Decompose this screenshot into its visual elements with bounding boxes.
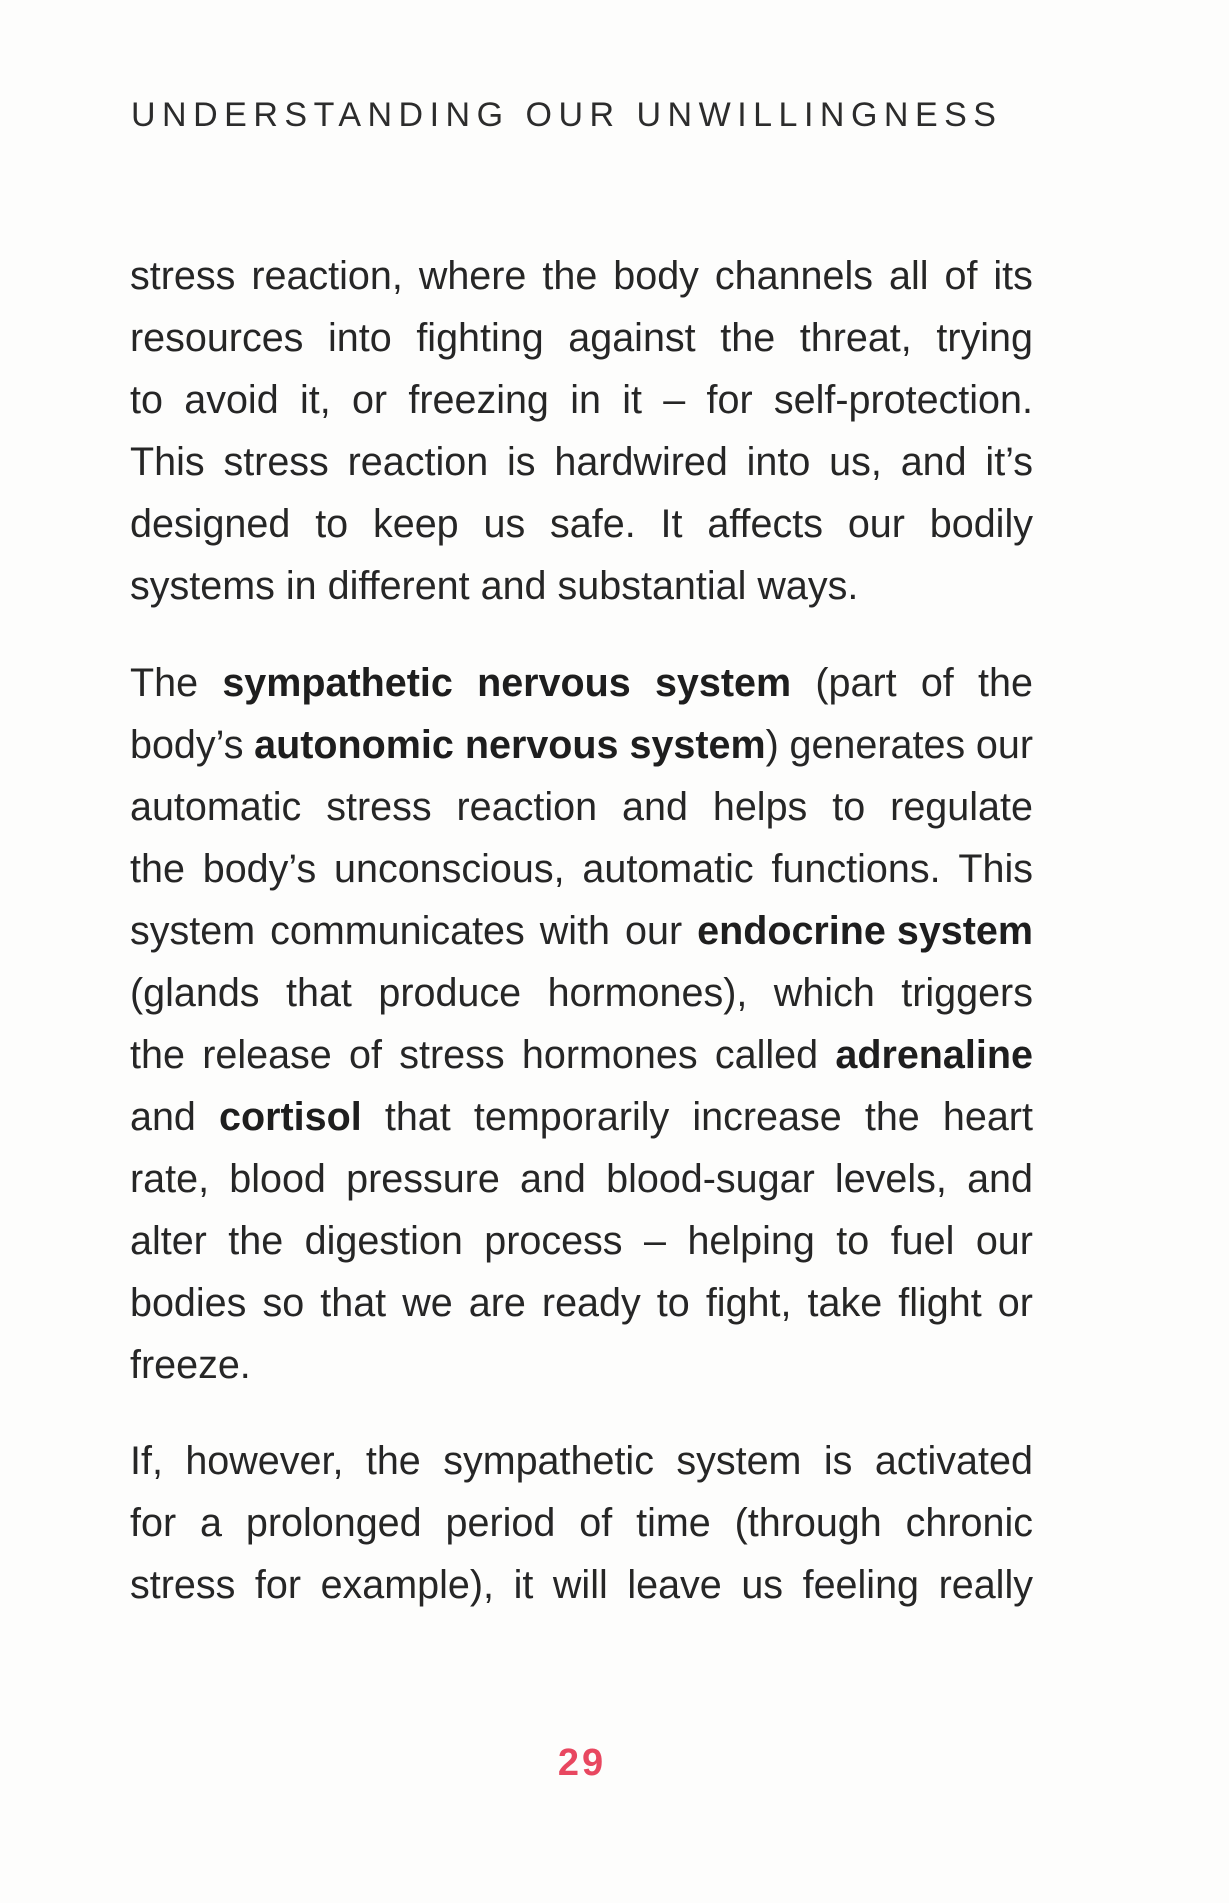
word: which: [773, 971, 875, 1015]
bold-term: adrenaline: [835, 1033, 1033, 1077]
word: systems: [130, 564, 275, 608]
word: resources: [130, 316, 304, 360]
word: to: [836, 1219, 870, 1263]
word: the: [978, 661, 1033, 705]
text-line: [130, 1086, 1033, 1148]
word: it: [622, 378, 642, 422]
word: leave: [627, 1563, 722, 1607]
word: alter: [130, 1219, 207, 1263]
word: This: [958, 847, 1033, 891]
word: produce: [378, 971, 522, 1015]
word: channels: [714, 254, 874, 298]
word: pressure: [346, 1157, 500, 1201]
page-number: 29: [557, 1742, 607, 1784]
word: us: [483, 502, 526, 546]
word: and: [480, 564, 547, 608]
word: its: [993, 254, 1033, 298]
word: chronic: [905, 1501, 1033, 1545]
word: body: [613, 254, 699, 298]
word: to: [656, 1281, 690, 1325]
word: feeling: [802, 1563, 920, 1607]
word: hormones),: [547, 971, 748, 1015]
word: unconscious,: [334, 847, 565, 891]
word: the: [542, 254, 598, 298]
word: the: [864, 1095, 920, 1139]
word: will: [552, 1563, 608, 1607]
word: the: [130, 1033, 185, 1077]
word: hormones: [521, 1033, 698, 1077]
word: stress: [399, 1033, 505, 1077]
word: fight,: [705, 1281, 792, 1325]
word: into: [328, 316, 392, 360]
word: –: [663, 378, 686, 422]
word: blood-sugar: [606, 1157, 815, 1201]
bold-term: cortisol: [219, 1095, 362, 1139]
word: with: [539, 909, 611, 953]
word: hardwired: [554, 440, 728, 484]
word: it: [513, 1563, 534, 1607]
text-line: [130, 431, 1033, 493]
word: temporarily: [473, 1095, 670, 1139]
word: automatic: [130, 785, 302, 829]
word: period: [445, 1501, 556, 1545]
word: is: [507, 440, 536, 484]
word: where: [418, 254, 527, 298]
word: the: [720, 316, 776, 360]
word: for: [130, 1501, 177, 1545]
word: body’s: [130, 723, 244, 767]
word: reaction: [456, 785, 598, 829]
word: a: [200, 1501, 222, 1545]
word: functions.: [771, 847, 941, 891]
word: example),: [320, 1563, 495, 1607]
word: body’s: [202, 847, 317, 891]
word: –: [644, 1219, 666, 1263]
text-line: [130, 307, 1033, 369]
word: (through: [734, 1501, 882, 1545]
word: of: [920, 661, 954, 705]
word: freezing: [408, 378, 549, 422]
word: freeze.: [130, 1343, 251, 1387]
word: stress: [326, 785, 432, 829]
word: our: [625, 909, 683, 953]
word: ready: [541, 1281, 641, 1325]
word: reaction,: [251, 254, 403, 298]
word: and: [130, 1095, 196, 1139]
word: keep: [372, 502, 459, 546]
word: system: [130, 909, 256, 953]
word: avoid: [184, 378, 279, 422]
word: of: [349, 1033, 382, 1077]
bold-term: nervous: [477, 661, 631, 705]
text-line: [130, 900, 1033, 962]
bold-term: system: [654, 661, 792, 705]
word: and: [622, 785, 688, 829]
word: our: [975, 1219, 1033, 1263]
word: The: [130, 661, 199, 705]
word: triggers: [901, 971, 1033, 1015]
word: in: [285, 564, 317, 608]
text-line: [130, 652, 1033, 714]
word: ): [765, 723, 779, 767]
text-line: [130, 245, 1033, 307]
word: us,: [829, 440, 882, 484]
text-line: [130, 555, 1033, 617]
text-line: [130, 1554, 1033, 1616]
running-head: UNDERSTANDING OUR UNWILLINGNESS: [131, 96, 1003, 134]
word: regulate: [890, 785, 1033, 829]
word: substantial: [557, 564, 747, 608]
word: self-protection.: [773, 378, 1033, 422]
bold-term: autonomic nervous system: [254, 723, 766, 767]
word: heart: [942, 1095, 1033, 1139]
word: fuel: [890, 1219, 955, 1263]
word: the: [228, 1219, 284, 1263]
word: or: [997, 1281, 1033, 1325]
word: It: [660, 502, 683, 546]
word: us: [741, 1563, 784, 1607]
word: our: [847, 502, 905, 546]
text-line: [130, 714, 1033, 776]
word: reaction: [347, 440, 489, 484]
text-line: [130, 1492, 1033, 1554]
word: threat,: [799, 316, 912, 360]
word: and: [520, 1157, 586, 1201]
word: that: [384, 1095, 451, 1139]
word: increase: [692, 1095, 842, 1139]
text-line: [130, 776, 1033, 838]
word: stress: [130, 254, 236, 298]
bold-term: sympathetic: [222, 661, 453, 705]
word: that: [286, 971, 352, 1015]
text-line: [130, 493, 1033, 555]
word: called: [714, 1033, 819, 1077]
word: safe.: [550, 502, 636, 546]
word: that: [320, 1281, 387, 1325]
word: it,: [299, 378, 331, 422]
word: bodily: [929, 502, 1033, 546]
word: are: [468, 1281, 526, 1325]
word: all: [888, 254, 929, 298]
word: against: [568, 316, 696, 360]
word: This: [130, 440, 205, 484]
word: or: [351, 378, 388, 422]
word: release: [202, 1033, 332, 1077]
word: different: [327, 564, 470, 608]
word: to: [315, 502, 349, 546]
bold-term: endocrine system: [697, 909, 1033, 953]
bold-term-group: [254, 714, 779, 776]
word: however,: [185, 1439, 344, 1483]
word: designed: [130, 502, 291, 546]
text-line: [130, 1210, 1033, 1272]
word: digestion: [304, 1219, 463, 1263]
word: levels,: [834, 1157, 947, 1201]
word: helps: [712, 785, 808, 829]
text-line: [130, 962, 1033, 1024]
word: helping: [687, 1219, 815, 1263]
word: into: [746, 440, 811, 484]
word: so: [262, 1281, 305, 1325]
word: for: [254, 1563, 302, 1607]
word: prolonged: [245, 1501, 422, 1545]
word: is: [823, 1439, 853, 1483]
word: to: [832, 785, 866, 829]
word: rate,: [130, 1157, 210, 1201]
word: in: [570, 378, 601, 422]
word: the: [365, 1439, 421, 1483]
word: (part: [815, 661, 897, 705]
text-line: [130, 1334, 1033, 1396]
word: stress: [130, 1563, 236, 1607]
word: of: [579, 1501, 613, 1545]
word: generates: [789, 723, 966, 767]
word: fighting: [416, 316, 544, 360]
word: of: [944, 254, 978, 298]
word: blood: [229, 1157, 326, 1201]
paragraph-2: [130, 652, 1033, 1396]
word: our: [975, 723, 1033, 767]
word: time: [636, 1501, 711, 1545]
word: take: [807, 1281, 883, 1325]
word: really: [938, 1563, 1033, 1607]
word: trying: [936, 316, 1033, 360]
word: stress: [223, 440, 329, 484]
word: flight: [898, 1281, 982, 1325]
word: system: [676, 1439, 802, 1483]
text-line: [130, 1272, 1033, 1334]
word: to: [130, 378, 163, 422]
word: activated: [874, 1439, 1033, 1483]
word: sympathetic: [443, 1439, 654, 1483]
word: and: [967, 1157, 1033, 1201]
text-line: [130, 838, 1033, 900]
word: and: [900, 440, 967, 484]
text-line: [130, 1148, 1033, 1210]
word: bodies: [130, 1281, 247, 1325]
word: the: [130, 847, 185, 891]
word: automatic: [582, 847, 754, 891]
word: (glands: [130, 971, 260, 1015]
text-line: [130, 1430, 1033, 1492]
word: ways.: [757, 564, 859, 608]
text-line: [130, 1024, 1033, 1086]
text-line: [130, 369, 1033, 431]
word: for: [706, 378, 753, 422]
word: affects: [707, 502, 823, 546]
paragraph-3: [130, 1430, 1033, 1616]
word: it’s: [985, 440, 1033, 484]
word: we: [402, 1281, 453, 1325]
paragraph-1: [130, 245, 1033, 617]
word: communicates: [270, 909, 525, 953]
word: If,: [130, 1439, 163, 1483]
word: process: [484, 1219, 623, 1263]
